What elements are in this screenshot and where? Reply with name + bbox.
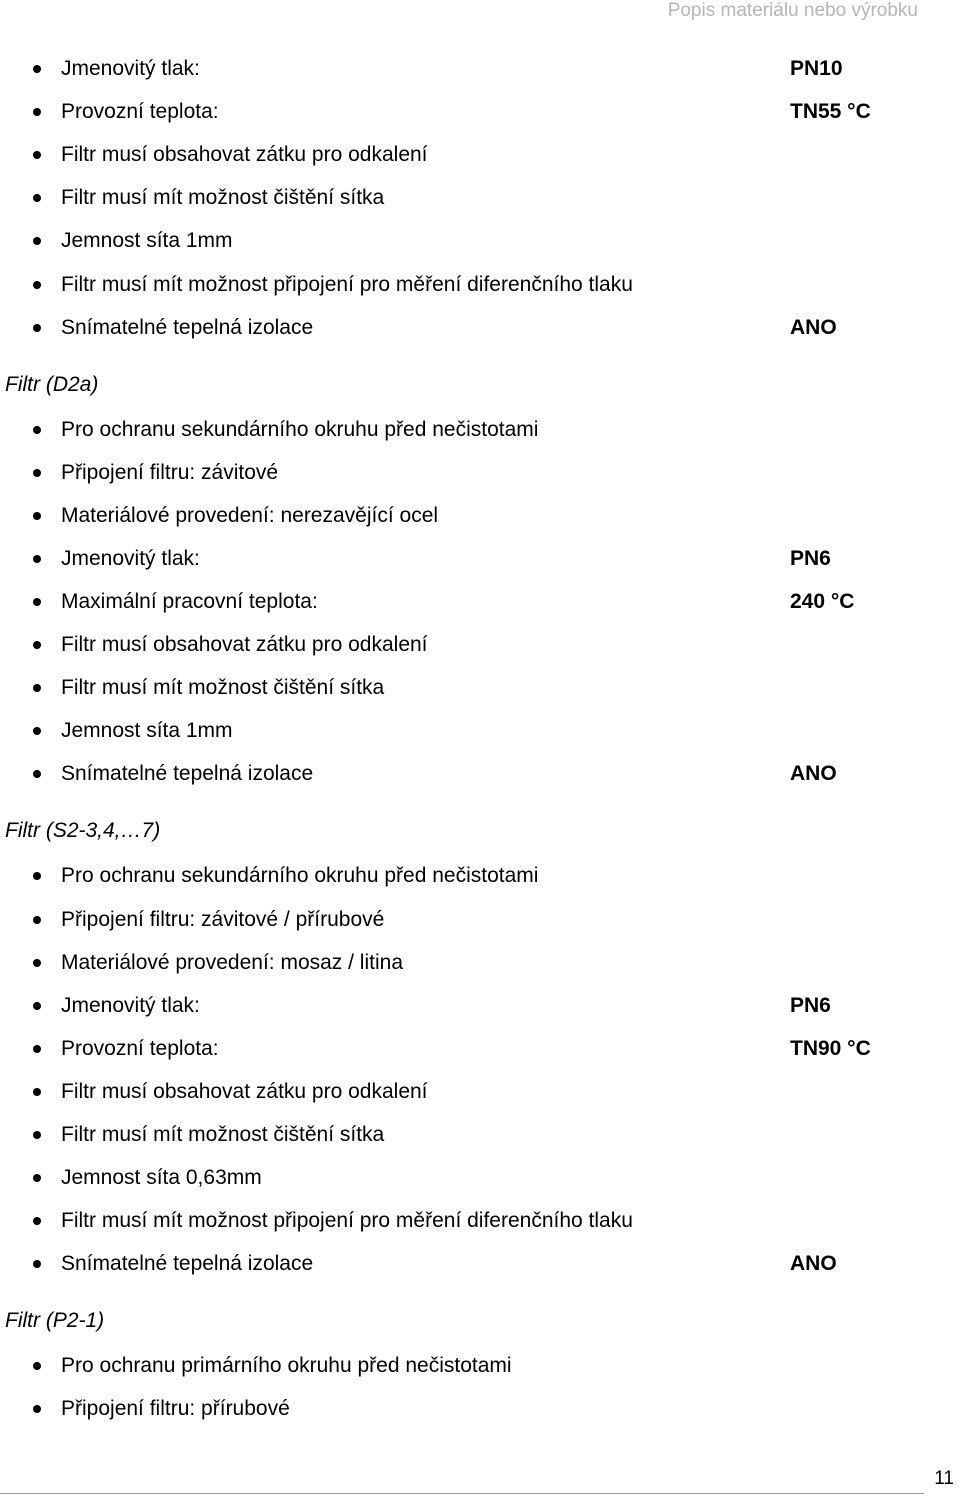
bullet-icon bbox=[33, 1217, 41, 1225]
spec-list-item bbox=[0, 1163, 960, 1193]
bullet-icon bbox=[33, 770, 41, 778]
spec-item-text: Filtr musí obsahovat zátku pro odkalení bbox=[61, 1080, 428, 1103]
spec-list-item bbox=[0, 313, 960, 343]
bullet-icon bbox=[33, 108, 41, 116]
section-heading: Filtr (P2-1) bbox=[5, 1309, 105, 1332]
spec-list-item bbox=[0, 1351, 960, 1381]
spec-list-item bbox=[0, 759, 960, 789]
bullet-icon bbox=[33, 1362, 41, 1370]
bullet-icon bbox=[33, 1131, 41, 1139]
spec-item-text: Filtr musí mít možnost čištění sítka bbox=[61, 1123, 385, 1146]
bullet-icon bbox=[33, 598, 41, 606]
spec-item-value: PN10 bbox=[790, 57, 843, 80]
spec-item-text: Materiálové provedení: nerezavějící ocel bbox=[61, 504, 439, 527]
spec-item-value: 240 °C bbox=[790, 590, 855, 613]
spec-item-text: Filtr musí mít možnost připojení pro měření diferenčního tlaku bbox=[61, 1209, 633, 1232]
bullet-icon bbox=[33, 916, 41, 924]
spec-item-text: Jemnost síta 1mm bbox=[61, 719, 233, 742]
spec-list-item bbox=[0, 673, 960, 703]
spec-item-text: Provozní teplota: bbox=[61, 100, 219, 123]
bullet-icon bbox=[33, 324, 41, 332]
spec-list-item bbox=[0, 905, 960, 935]
bullet-icon bbox=[33, 1045, 41, 1053]
bullet-icon bbox=[33, 65, 41, 73]
spec-item-text: Jmenovitý tlak: bbox=[61, 547, 200, 570]
spec-list-item bbox=[0, 140, 960, 170]
spec-list-item bbox=[0, 458, 960, 488]
spec-item-text: Snímatelné tepelná izolace bbox=[61, 762, 314, 785]
bullet-icon bbox=[33, 555, 41, 563]
spec-list-item bbox=[0, 415, 960, 445]
spec-item-text: Pro ochranu primárního okruhu před nečistotami bbox=[61, 1354, 512, 1377]
spec-item-text: Maximální pracovní teplota: bbox=[61, 590, 318, 613]
spec-item-value: PN6 bbox=[790, 547, 831, 570]
spec-list-item bbox=[0, 183, 960, 213]
spec-item-text: Filtr musí mít možnost čištění sítka bbox=[61, 186, 385, 209]
bullet-icon bbox=[33, 237, 41, 245]
spec-item-value: TN55 °C bbox=[790, 100, 871, 123]
spec-list-item bbox=[0, 1120, 960, 1150]
spec-list-item bbox=[0, 1034, 960, 1064]
section-heading: Filtr (S2-3,4,…7) bbox=[5, 819, 161, 842]
spec-item-value: PN6 bbox=[790, 994, 831, 1017]
footer-divider bbox=[0, 1493, 924, 1494]
bullet-icon bbox=[33, 641, 41, 649]
spec-item-text: Snímatelné tepelná izolace bbox=[61, 1252, 314, 1275]
spec-item-text: Jmenovitý tlak: bbox=[61, 57, 200, 80]
bullet-icon bbox=[33, 1002, 41, 1010]
bullet-icon bbox=[33, 872, 41, 880]
spec-item-text: Provozní teplota: bbox=[61, 1037, 219, 1060]
spec-item-value: ANO bbox=[790, 316, 837, 339]
spec-list-item bbox=[0, 1206, 960, 1236]
spec-list-item bbox=[0, 1077, 960, 1107]
bullet-icon bbox=[33, 281, 41, 289]
spec-list-item bbox=[0, 861, 960, 891]
spec-item-text: Materiálové provedení: mosaz / litina bbox=[61, 951, 403, 974]
spec-list-item bbox=[0, 948, 960, 978]
spec-item-text: Filtr musí obsahovat zátku pro odkalení bbox=[61, 633, 428, 656]
spec-list-item bbox=[0, 991, 960, 1021]
spec-item-text: Pro ochranu sekundárního okruhu před nečistotami bbox=[61, 864, 539, 887]
spec-item-text: Filtr musí mít možnost čištění sítka bbox=[61, 676, 385, 699]
spec-item-value: ANO bbox=[790, 1252, 837, 1275]
bullet-icon bbox=[33, 684, 41, 692]
spec-item-text: Připojení filtru: závitové / přírubové bbox=[61, 908, 385, 931]
spec-item-text: Filtr musí obsahovat zátku pro odkalení bbox=[61, 143, 428, 166]
spec-list-item bbox=[0, 97, 960, 127]
spec-item-text: Připojení filtru: přírubové bbox=[61, 1397, 290, 1420]
bullet-icon bbox=[33, 1088, 41, 1096]
spec-item-text: Jmenovitý tlak: bbox=[61, 994, 200, 1017]
section-heading: Filtr (D2a) bbox=[5, 373, 99, 396]
spec-item-text: Filtr musí mít možnost připojení pro měření diferenčního tlaku bbox=[61, 273, 633, 296]
bullet-icon bbox=[33, 1174, 41, 1182]
bullet-icon bbox=[33, 151, 41, 159]
spec-list-item bbox=[0, 270, 960, 300]
spec-list-item bbox=[0, 630, 960, 660]
spec-item-value: ANO bbox=[790, 762, 837, 785]
bullet-icon bbox=[33, 194, 41, 202]
bullet-icon bbox=[33, 512, 41, 520]
bullet-icon bbox=[33, 426, 41, 434]
bullet-icon bbox=[33, 1405, 41, 1413]
page-header-title: Popis materiálu nebo výrobku bbox=[667, 0, 918, 21]
spec-list-item bbox=[0, 716, 960, 746]
spec-list-item bbox=[0, 1394, 960, 1424]
spec-item-text: Jemnost síta 1mm bbox=[61, 229, 233, 252]
spec-item-text: Jemnost síta 0,63mm bbox=[61, 1166, 262, 1189]
spec-list-item bbox=[0, 54, 960, 84]
spec-item-text: Snímatelné tepelná izolace bbox=[61, 316, 314, 339]
spec-item-text: Pro ochranu sekundárního okruhu před nečistotami bbox=[61, 418, 539, 441]
spec-list-item bbox=[0, 226, 960, 256]
spec-list-item bbox=[0, 587, 960, 617]
spec-item-value: TN90 °C bbox=[790, 1037, 871, 1060]
spec-item-text: Připojení filtru: závitové bbox=[61, 461, 279, 484]
bullet-icon bbox=[33, 959, 41, 967]
spec-list-item bbox=[0, 544, 960, 574]
spec-list-item bbox=[0, 501, 960, 531]
bullet-icon bbox=[33, 1260, 41, 1268]
bullet-icon bbox=[33, 469, 41, 477]
page-number: 11 bbox=[934, 1468, 954, 1489]
spec-list-item bbox=[0, 1249, 960, 1279]
bullet-icon bbox=[33, 727, 41, 735]
